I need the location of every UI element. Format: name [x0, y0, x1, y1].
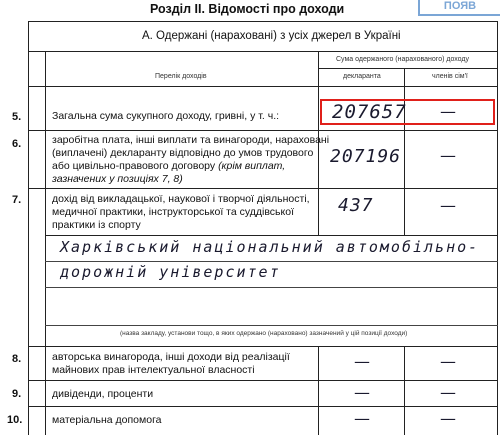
row9-label: дивіденди, проценти	[52, 388, 154, 400]
row5-declarant-value: 207657	[332, 101, 407, 123]
row5-label: Загальна сума сукупного доходу, гривні, у т. ч.:	[52, 110, 280, 122]
stamp-text: ПОЯВ	[443, 0, 477, 12]
row8-number: 8.	[12, 353, 22, 365]
row7-label-line2: медичної практики, інструкторської та суддівської	[52, 206, 294, 218]
header-list: Перелік доходів	[155, 73, 207, 80]
row6-label-line3	[52, 160, 285, 173]
institution-caption: (назва закладу, установи тощо, в яких одержано (нараховано) зазначений у цій позиції доходи)	[120, 330, 408, 337]
row5-family-value: —	[440, 102, 456, 121]
row9-declarant-value: —	[354, 383, 370, 402]
section-title: Розділ ІІ. Відомості про доходи	[150, 2, 345, 16]
row10-declarant-value: —	[354, 409, 370, 428]
row6-family-value: —	[440, 146, 456, 165]
row8-declarant-value: —	[354, 352, 370, 371]
header-family: членів сім'ї	[432, 73, 468, 80]
row7-family-value: —	[440, 196, 456, 215]
handwritten-institution-line1: Харківський національний автомобільно-	[60, 238, 480, 256]
row6-label-line2: (виплачені) декларанту відповідно до умов трудового	[52, 147, 314, 159]
row6-number: 6.	[12, 138, 22, 150]
row6-label-line3-a: або цивільно-правового договору	[52, 160, 216, 172]
part-a-title: А. Одержані (нараховані) з усіх джерел в Україні	[142, 30, 401, 42]
row7-number: 7.	[12, 194, 22, 206]
row7-declarant-value: 437	[338, 195, 374, 216]
header-declarant: декларанта	[343, 73, 381, 80]
row9-number: 9.	[12, 388, 22, 400]
stamp	[418, 0, 500, 16]
row6-label-line3-b: (крім виплат,	[218, 160, 286, 172]
row10-family-value: —	[440, 409, 456, 428]
row9-family-value: —	[440, 383, 456, 402]
header-amount: Сума одержаного (нарахованого) доходу	[336, 56, 470, 63]
row8-label-line2: майнових прав інтелектуальної власності	[52, 364, 255, 376]
row6-label-line1: заробітна плата, інші виплати та винагороди, нараховані	[52, 134, 330, 146]
row5-number: 5.	[12, 111, 22, 123]
row8-family-value: —	[440, 352, 456, 371]
row6-declarant-value: 207196	[330, 146, 402, 167]
row10-number: 10.	[7, 414, 23, 426]
handwritten-institution-line2: дорожній університет	[60, 263, 281, 281]
row7-label-line1: дохід від викладацької, наукової і творчої діяльності,	[52, 193, 310, 205]
row8-label-line1: авторська винагорода, інші доходи від реалізації	[52, 351, 290, 363]
row10-label: матеріальна допомога	[52, 414, 162, 426]
row6-label-line4: зазначених у позиціях 7, 8)	[52, 173, 183, 185]
row7-label-line3: практики із спорту	[52, 219, 141, 231]
